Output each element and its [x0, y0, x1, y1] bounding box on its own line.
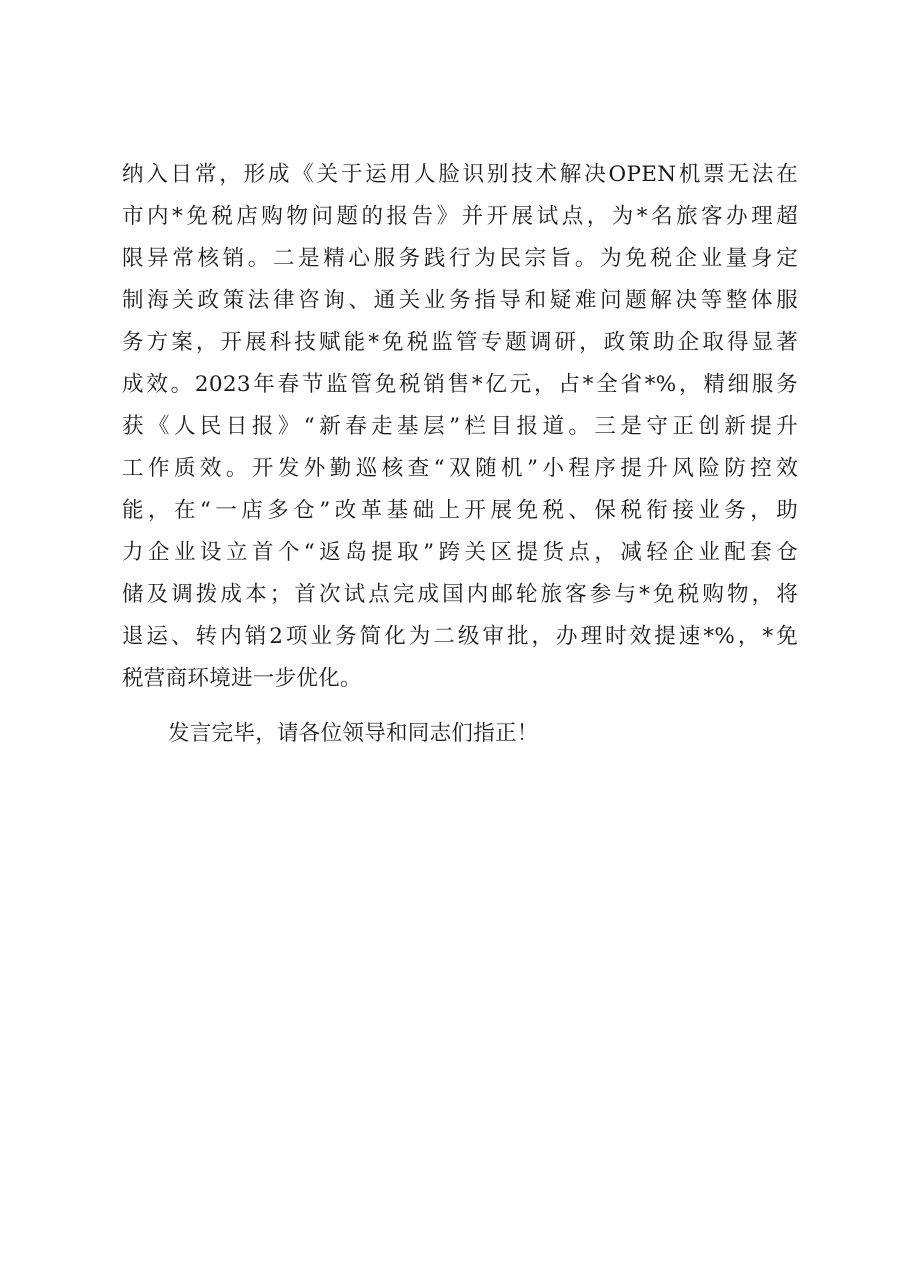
paragraph-line: 储及调拨成本；首次试点完成国内邮轮旅客参与*免税购物，将	[122, 582, 798, 607]
paragraph-line: 能，在“一店多仓”改革基础上开展免税、保税衔接业务，助	[122, 498, 798, 523]
paragraph-line: 制海关政策法律咨询、通关业务指导和疑难问题解决等整体服	[122, 288, 798, 313]
document-body	[122, 154, 798, 755]
paragraph-line: 力企业设立首个“返岛提取”跨关区提货点，减轻企业配套仓	[122, 540, 798, 565]
paragraph-line: 获《人民日报》“新春走基层”栏目报道。三是守正创新提升	[122, 414, 798, 439]
paragraph-line: 纳入日常，形成《关于运用人脸识别技术解决OPEN机票无法在	[122, 162, 798, 187]
paragraph-line: 务方案，开展科技赋能*免税监管专题调研，政策助企取得显著	[122, 330, 798, 355]
paragraph-line-last: 税营商环境进一步优化。	[122, 666, 362, 691]
paragraph-line: 限异常核销。二是精心服务践行为民宗旨。为免税企业量身定	[122, 246, 798, 271]
paragraph-line: 成效。2023年春节监管免税销售*亿元，占*全省*%，精细服务	[122, 372, 798, 397]
closing-remark: 发言完毕，请各位领导和同志们指正！	[168, 721, 539, 746]
paragraph-line: 工作质效。开发外勤巡核查“双随机”小程序提升风险防控效	[122, 456, 798, 481]
paragraph-line: 退运、转内销2项业务简化为二级审批，办理时效提速*%，*免	[122, 624, 798, 649]
paragraph-line: 市内*免税店购物问题的报告》并开展试点，为*名旅客办理超	[122, 204, 798, 229]
